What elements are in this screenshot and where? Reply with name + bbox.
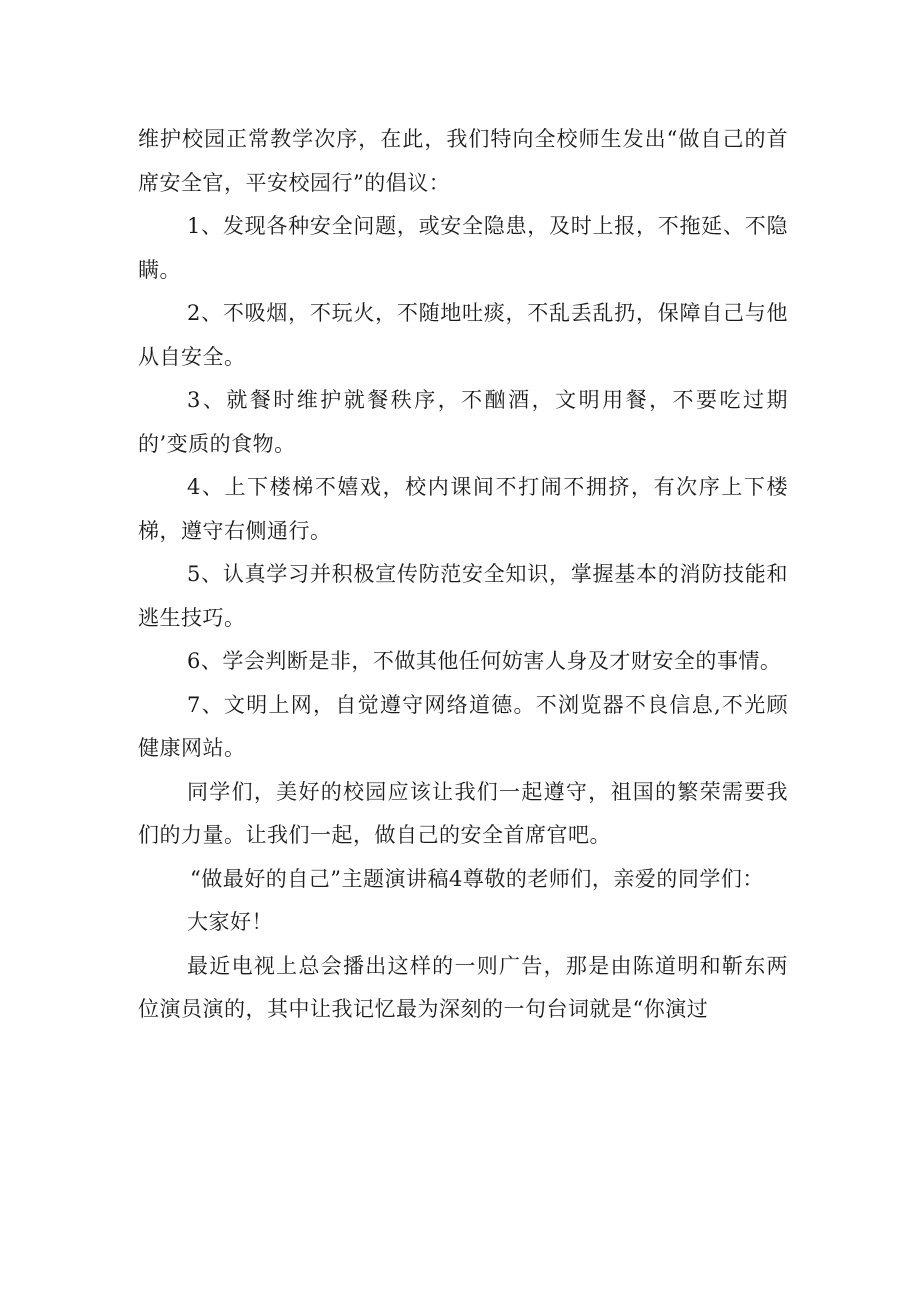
paragraph-item-4: 4、上下楼梯不嬉戏，校内课间不打闹不拥挤，有次序上下楼梯，遵守右侧通行。 xyxy=(138,475,788,543)
paragraph-item-3: 3、就餐时维护就餐秩序，不酗酒，文明用餐，不要吃过期的’变质的食物。 xyxy=(138,388,788,456)
paragraph-intro: 维护校园正常教学次序，在此，我们特向全校师生发出“做自己的首席安全官，平安校园行”的倡议： xyxy=(138,127,788,195)
paragraph-item-7: 7、文明上网，自觉遵守网络道德。不浏览器不良信息,不光顾健康网站。 xyxy=(138,692,788,760)
paragraph-speech-body: 最近电视上总会播出这样的一则广告，那是由陈道明和靳东两位演员演的，其中让我记忆最为深刻的一句台词就是“你演过 xyxy=(138,953,788,1021)
paragraph-item-5: 5、认真学习并积极宣传防范安全知识，掌握基本的消防技能和逃生技巧。 xyxy=(138,562,788,630)
paragraph-item-2: 2、不吸烟，不玩火，不随地吐痰，不乱丢乱扔，保障自己与他从自安全。 xyxy=(138,301,788,369)
paragraph-speech-title: “做最好的自己”主题演讲稿4尊敬的老师们，亲爱的同学们： xyxy=(190,866,764,891)
paragraph-item-1: 1、发现各种安全问题，或安全隐患，及时上报，不拖延、不隐瞒。 xyxy=(138,214,788,282)
paragraph-greeting: 大家好！ xyxy=(187,910,273,934)
document-body xyxy=(138,118,788,1032)
paragraph-closing: 同学们，美好的校园应该让我们一起遵守，祖国的繁荣需要我们的力量。让我们一起，做自己的安全首席官吧。 xyxy=(138,779,788,847)
paragraph-item-6: 6、学会判断是非，不做其他任何妨害人身及才财安全的事情。 xyxy=(187,649,782,673)
